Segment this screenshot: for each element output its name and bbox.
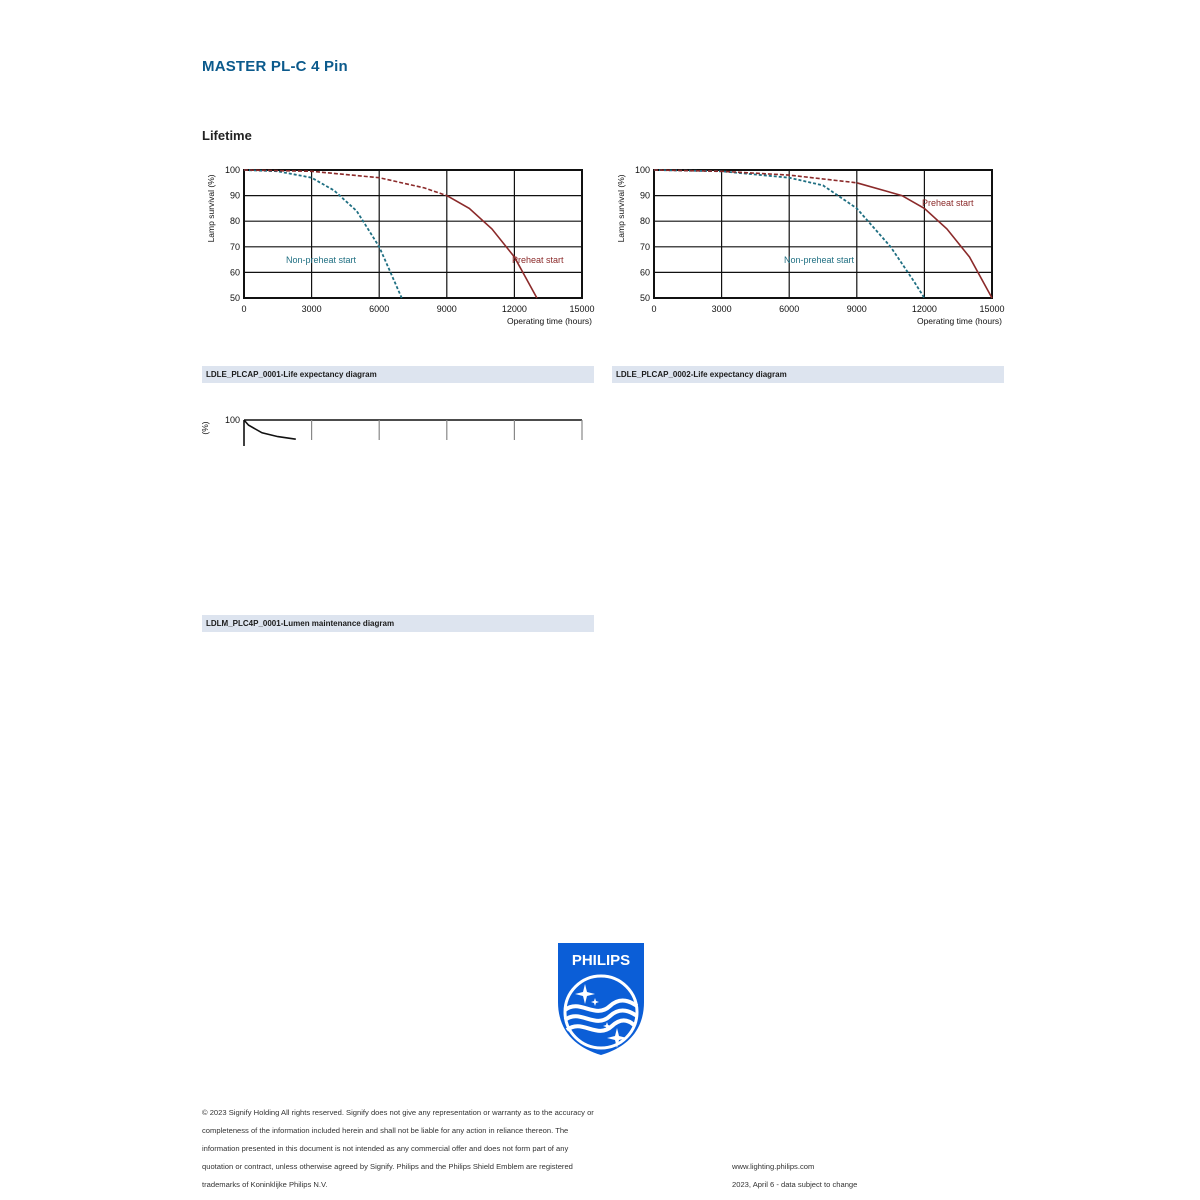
x-axis-label: Operating time (hours) <box>506 316 592 326</box>
footer-legal-line: information presented in this document is not intended as any commercial offer and does not form part of any <box>202 1144 569 1153</box>
y-tick-label: 100 <box>224 165 240 175</box>
section-title-lifetime: Lifetime <box>202 128 252 143</box>
footer-legal-line: quotation or contract, unless otherwise agreed by Signify. Philips and the Philips Shield Emblem are registered <box>202 1162 573 1171</box>
footer-date-note: 2023, April 6 - data subject to change <box>732 1180 858 1189</box>
plot-frame <box>244 170 582 298</box>
footer-legal-line: trademarks of Koninklijke Philips N.V. <box>202 1180 328 1189</box>
y-tick-label: 60 <box>229 267 240 278</box>
x-tick-label: 3000 <box>711 304 732 314</box>
footer-legal-text <box>202 1104 692 1194</box>
plot-frame <box>654 170 992 298</box>
y-tick-label: 80 <box>229 216 240 227</box>
y-tick-label: 70 <box>639 241 650 252</box>
lumen-maintenance-chart <box>196 406 606 446</box>
y-tick-label: 50 <box>639 293 650 303</box>
chart-caption-2: LDLE_PLCAP_0002-Life expectancy diagram <box>612 366 1004 383</box>
series-label: Non-preheat start <box>286 255 357 265</box>
footer-website-link[interactable]: www.lighting.philips.com <box>732 1162 815 1171</box>
y-tick-label: 100 <box>634 165 650 175</box>
x-tick-label: 12000 <box>501 304 527 314</box>
y-tick-label: 60 <box>639 267 650 278</box>
series-line-non-preheat <box>244 170 402 298</box>
series-label: Preheat start <box>512 255 564 265</box>
series-line-preheat-dashed <box>244 170 447 196</box>
y-tick-label: 90 <box>229 190 240 201</box>
life-expectancy-chart-1 <box>196 158 606 333</box>
footer-right <box>732 1158 857 1194</box>
philips-shield-icon <box>555 940 647 1058</box>
footer-legal-line: © 2023 Signify Holding All rights reserved. Signify does not give any representation or warranty as to the accuracy or <box>202 1108 594 1117</box>
x-tick-label: 12000 <box>911 304 937 314</box>
y-tick-label: 90 <box>639 190 650 201</box>
document-title: MASTER PL-C 4 Pin <box>202 58 348 75</box>
lumen-maintenance-chart-svg <box>196 406 606 446</box>
footer-legal-line: completeness of the information included herein and shall not be liable for any action in reliance thereon. The <box>202 1126 569 1135</box>
y-tick-label: 70 <box>229 241 240 252</box>
series-label: Non-preheat start <box>784 255 855 265</box>
x-tick-label: 0 <box>651 304 657 314</box>
life-expectancy-chart-1-svg <box>196 158 606 333</box>
x-tick-label: 6000 <box>369 304 390 314</box>
x-tick-label: 9000 <box>436 304 457 314</box>
y-tick-label: 100 <box>224 415 240 425</box>
series-line-lumen-maintenance <box>244 420 296 439</box>
y-axis-label: Lamp survival (%) <box>616 174 626 243</box>
life-expectancy-chart-2-svg <box>606 158 1016 333</box>
x-tick-label: 9000 <box>846 304 867 314</box>
x-tick-label: 3000 <box>301 304 322 314</box>
x-tick-label: 0 <box>241 304 247 314</box>
x-tick-label: 6000 <box>779 304 800 314</box>
x-tick-label: 15000 <box>979 304 1005 314</box>
series-line-preheat-dashed <box>654 170 857 183</box>
y-tick-label: 50 <box>229 293 240 303</box>
chart-caption-1: LDLE_PLCAP_0001-Life expectancy diagram <box>202 366 594 383</box>
y-axis-label: (%) <box>200 421 210 435</box>
life-expectancy-chart-2 <box>606 158 1016 333</box>
y-axis-label: Lamp survival (%) <box>206 174 216 243</box>
y-tick-label: 80 <box>639 216 650 227</box>
philips-logo-wordmark: PHILIPS <box>571 952 631 969</box>
chart-caption-3: LDLM_PLC4P_0001-Lumen maintenance diagram <box>202 615 594 632</box>
x-axis-label: Operating time (hours) <box>916 316 1002 326</box>
x-tick-label: 15000 <box>569 304 595 314</box>
philips-shield-logo <box>555 940 647 1058</box>
series-label: Preheat start <box>922 198 974 208</box>
